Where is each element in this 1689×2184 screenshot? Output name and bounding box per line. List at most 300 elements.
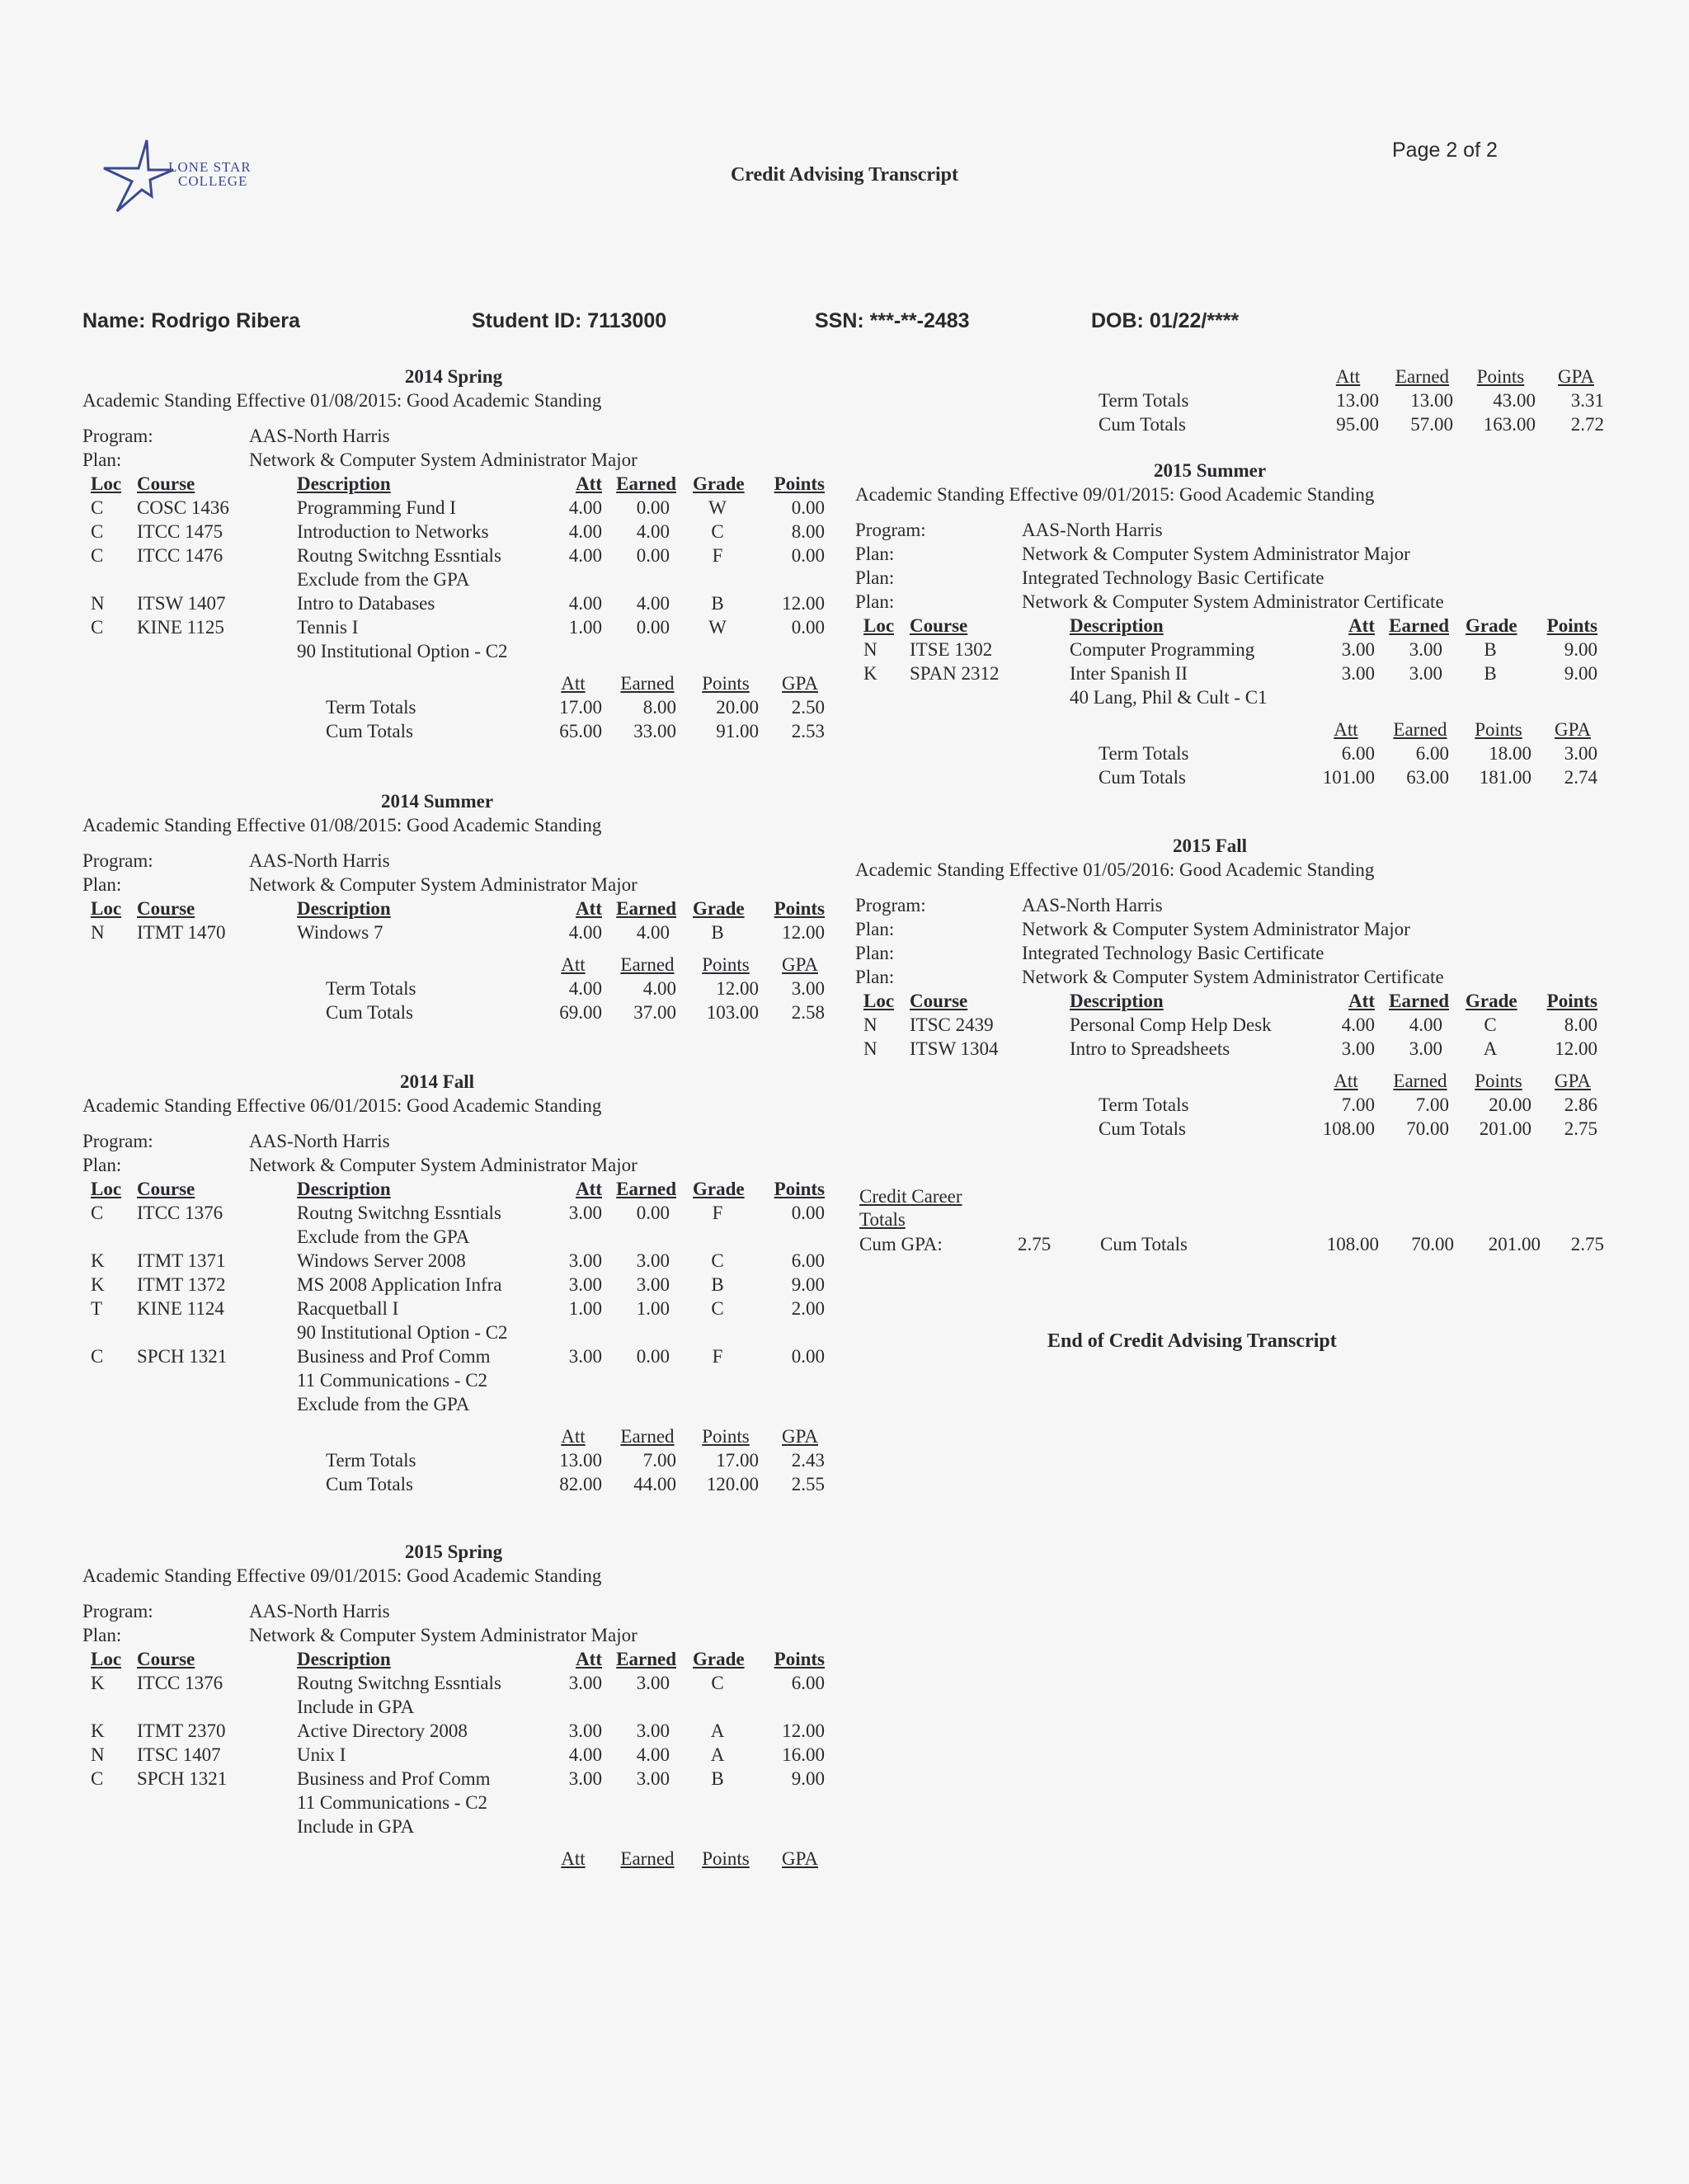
term-totals-row [82, 695, 841, 719]
course-header-row [855, 989, 1614, 1013]
plan-label: Plan: [82, 450, 122, 470]
description-header: Description [1070, 991, 1164, 1011]
term-totals-gpa: 3.00 [1564, 743, 1597, 764]
academic-standing: Academic Standing Effective 09/01/2015: Good Academic Standing [82, 1565, 602, 1586]
career-label-2: Totals [859, 1209, 906, 1230]
plan-value: Network & Computer System Administrator Major [249, 1625, 637, 1645]
course-loc: K [91, 1720, 105, 1741]
course-earned: 4.00 [636, 521, 670, 542]
description-header: Description [297, 473, 391, 494]
program-label: Program: [855, 895, 926, 915]
term-totals-gpa: 2.43 [791, 1450, 825, 1471]
term-2015-spring [82, 1540, 841, 1871]
cum-totals-row [82, 1000, 841, 1024]
course-att: 3.00 [568, 1720, 602, 1741]
course-att: 3.00 [568, 1203, 602, 1223]
course-description: Personal Comp Help Desk [1070, 1014, 1272, 1035]
term-2014-spring [82, 365, 841, 743]
plan-value: Network & Computer System Administrator Major [1022, 544, 1410, 564]
totals-header-row [82, 1847, 841, 1871]
cum-totals-label: Cum Totals [326, 721, 413, 741]
att-header: Att [1335, 366, 1361, 387]
term-totals-label: Term Totals [1099, 390, 1189, 411]
earned-header: Earned [620, 673, 675, 694]
spacer [855, 1061, 1614, 1069]
cum-totals-label: Cum Totals [326, 1002, 413, 1023]
plan-row [82, 1623, 841, 1647]
earned-header: Earned [616, 898, 676, 919]
course-code: COSC 1436 [137, 497, 229, 518]
cum-totals-earned: 70.00 [1406, 1118, 1449, 1139]
career-cum-gpa-label: Cum GPA: [859, 1234, 943, 1254]
grade-header: Grade [693, 473, 745, 494]
term-totals-row [855, 388, 1614, 412]
course-grade: B [711, 593, 724, 614]
course-att: 3.00 [568, 1673, 602, 1693]
plan-label: Plan: [855, 591, 895, 612]
career-cum-totals-label: Cum Totals [1100, 1234, 1188, 1254]
cum-totals-att: 101.00 [1322, 767, 1375, 788]
spacer [82, 663, 841, 671]
course-points: 9.00 [1564, 639, 1597, 660]
course-code: ITSE 1302 [910, 639, 993, 660]
career-cum-gpa: 2.75 [1018, 1234, 1052, 1254]
earned-header: Earned [1393, 719, 1447, 740]
course-description: MS 2008 Application Infra [297, 1274, 502, 1295]
course-loc: C [91, 617, 104, 638]
earned-header: Earned [616, 1179, 676, 1199]
end-of-transcript: End of Credit Advising Transcript [1047, 1330, 1337, 1352]
course-note: Exclude from the GPA [297, 1226, 470, 1247]
term-title: 2015 Spring [404, 1542, 503, 1562]
course-earned: 0.00 [636, 545, 670, 566]
spacer [82, 1118, 841, 1129]
course-loc: K [91, 1274, 105, 1295]
course-earned: 3.00 [1409, 1038, 1442, 1059]
page-title: Credit Advising Transcript [730, 164, 959, 186]
course-att: 4.00 [568, 545, 602, 566]
cum-totals-row [82, 719, 841, 743]
term-totals-earned: 8.00 [642, 697, 676, 718]
course-points: 0.00 [791, 1203, 825, 1223]
course-att: 4.00 [568, 593, 602, 614]
points-header: Points [702, 673, 750, 694]
course-note: Exclude from the GPA [297, 1394, 470, 1414]
plan-label: Plan: [855, 567, 895, 588]
course-row [855, 1037, 1614, 1061]
course-header: Course [910, 991, 968, 1011]
logo-line1: LONE STAR [168, 159, 252, 175]
course-header-row [82, 1647, 841, 1671]
term-totals-label: Term Totals [1099, 1094, 1189, 1115]
term-title: 2015 Fall [1172, 835, 1248, 856]
course-points: 9.00 [791, 1274, 825, 1295]
ssn: SSN: ***-**-2483 [815, 309, 970, 332]
course-loc: C [91, 1203, 104, 1223]
course-grade: A [1483, 1038, 1498, 1059]
dob: DOB: 01/22/**** [1091, 309, 1240, 332]
course-note-row [82, 1815, 841, 1838]
course-description: Business and Prof Comm [297, 1768, 491, 1789]
course-row [82, 1671, 841, 1695]
gpa-header: GPA [782, 1426, 818, 1447]
att-header: Att [576, 1649, 602, 1669]
term-totals-label: Term Totals [326, 978, 416, 999]
course-code: ITCC 1475 [137, 521, 223, 542]
course-note: Include in GPA [297, 1697, 415, 1717]
cum-totals-label: Cum Totals [1099, 414, 1186, 435]
career-label-1: Credit Career [859, 1186, 962, 1207]
course-description: Routng Switchng Essntials [297, 1673, 501, 1693]
totals-header-row [855, 1069, 1614, 1093]
plan-row [855, 941, 1614, 965]
course-note-row [82, 1392, 841, 1416]
course-att: 4.00 [568, 497, 602, 518]
course-description: Windows Server 2008 [297, 1250, 466, 1271]
course-note-row [82, 1791, 841, 1815]
gpa-header: GPA [1555, 719, 1591, 740]
course-header-row [82, 1177, 841, 1201]
course-code: ITCC 1476 [137, 545, 223, 566]
course-att: 4.00 [568, 521, 602, 542]
term-totals-earned: 7.00 [1415, 1094, 1449, 1115]
term-totals-row [855, 1093, 1614, 1117]
course-points: 16.00 [782, 1744, 825, 1765]
course-att: 3.00 [1341, 663, 1375, 684]
earned-header: Earned [616, 473, 676, 494]
course-loc: K [863, 663, 877, 684]
course-points: 8.00 [1564, 1014, 1597, 1035]
plan-value: Network & Computer System Administrator Certificate [1022, 967, 1444, 987]
spacer [82, 412, 841, 424]
totals-header-row [855, 718, 1614, 741]
course-earned: 0.00 [636, 1203, 670, 1223]
cum-totals-gpa: 2.53 [791, 721, 825, 741]
course-grade: W [708, 617, 727, 638]
program-row [82, 849, 841, 873]
course-grade: A [710, 1720, 725, 1741]
grade-header: Grade [693, 1179, 745, 1199]
course-loc: N [91, 1744, 105, 1765]
term-2015-fall [855, 834, 1614, 1141]
plan-label: Plan: [82, 1625, 122, 1645]
program-value: AAS-North Harris [249, 850, 390, 871]
course-att: 4.00 [1341, 1014, 1375, 1035]
course-grade: B [1484, 663, 1497, 684]
course-description: Racquetball I [297, 1298, 399, 1319]
course-code: ITCC 1376 [137, 1203, 223, 1223]
course-grade: C [711, 1673, 724, 1693]
att-header: Att [1348, 991, 1375, 1011]
course-code: SPCH 1321 [137, 1768, 228, 1789]
plan-label: Plan: [82, 1155, 122, 1175]
course-grade: B [1484, 639, 1497, 660]
term-totals-gpa: 3.00 [791, 978, 825, 999]
course-row [82, 520, 841, 544]
program-value: AAS-North Harris [1022, 895, 1163, 915]
course-att: 3.00 [568, 1250, 602, 1271]
course-earned: 0.00 [636, 617, 670, 638]
course-points: 12.00 [782, 593, 825, 614]
term-totals-points: 20.00 [1489, 1094, 1531, 1115]
points-header: Points [774, 898, 825, 919]
grade-header: Grade [1466, 991, 1517, 1011]
course-description: Intro to Databases [297, 593, 435, 614]
course-grade: B [711, 1274, 724, 1295]
term-title: 2014 Spring [404, 366, 503, 387]
cum-totals-row [855, 412, 1614, 436]
logo-line2: COLLEGE [178, 173, 248, 189]
academic-standing: Academic Standing Effective 06/01/2015: Good Academic Standing [82, 1095, 602, 1116]
course-att: 3.00 [1341, 639, 1375, 660]
plan-label: Plan: [82, 874, 122, 895]
course-description: Unix I [297, 1744, 346, 1765]
earned-header: Earned [620, 1426, 675, 1447]
course-description: Business and Prof Comm [297, 1346, 491, 1367]
course-description: Windows 7 [297, 922, 383, 943]
earned-header: Earned [1389, 991, 1449, 1011]
course-loc: N [863, 639, 877, 660]
course-description: Intro to Spreadsheets [1070, 1038, 1230, 1059]
term-totals-gpa: 3.31 [1570, 390, 1604, 411]
course-earned: 3.00 [1409, 663, 1442, 684]
program-label: Program: [82, 1601, 153, 1622]
term-title: 2015 Summer [1153, 460, 1267, 481]
course-att: 4.00 [568, 1744, 602, 1765]
gpa-header: GPA [1558, 366, 1594, 387]
term-totals-label: Term Totals [326, 697, 416, 718]
term-totals-gpa: 2.86 [1564, 1094, 1597, 1115]
course-loc: N [91, 922, 105, 943]
term-totals-att: 13.00 [559, 1450, 602, 1471]
loc-header: Loc [863, 615, 895, 636]
earned-header: Earned [616, 1649, 676, 1669]
course-att: 1.00 [568, 1298, 602, 1319]
points-header: Points [702, 1426, 750, 1447]
course-earned: 0.00 [636, 1346, 670, 1367]
cum-totals-row [855, 1117, 1614, 1141]
course-description: Routng Switchng Essntials [297, 545, 501, 566]
course-points: 0.00 [791, 545, 825, 566]
course-row [82, 1273, 841, 1297]
course-row [82, 920, 841, 944]
course-note-row [855, 685, 1614, 709]
course-earned: 4.00 [1409, 1014, 1442, 1035]
term-totals-att: 7.00 [1341, 1094, 1375, 1115]
course-grade: F [712, 1346, 723, 1367]
course-grade: B [711, 922, 724, 943]
term-totals-points: 43.00 [1493, 390, 1536, 411]
term-totals-gpa: 2.50 [791, 697, 825, 718]
credit-career-totals-label [859, 1185, 962, 1231]
course-code: ITMT 1470 [137, 922, 226, 943]
course-grade: C [711, 1250, 724, 1271]
plan-row [855, 566, 1614, 590]
cum-totals-att: 69.00 [559, 1002, 602, 1023]
term-title: 2014 Fall [399, 1071, 475, 1092]
course-earned: 1.00 [636, 1298, 670, 1319]
course-row [855, 1013, 1614, 1037]
term-2014-fall [82, 1070, 841, 1496]
course-note-row [82, 567, 841, 591]
course-note: 90 Institutional Option - C2 [297, 1322, 508, 1343]
spacer [855, 506, 1614, 518]
course-code: SPCH 1321 [137, 1346, 228, 1367]
course-earned: 3.00 [1409, 639, 1442, 660]
totals-header-row [855, 365, 1614, 388]
program-row [82, 1599, 841, 1623]
program-label: Program: [82, 1131, 153, 1151]
loc-header: Loc [91, 1179, 122, 1199]
grade-header: Grade [1466, 615, 1517, 636]
course-header: Course [137, 1649, 195, 1669]
plan-label: Plan: [855, 943, 895, 963]
gpa-header: GPA [782, 954, 818, 975]
att-header: Att [561, 1848, 586, 1869]
earned-header: Earned [620, 1848, 675, 1869]
spacer [82, 837, 841, 849]
course-loc: K [91, 1673, 105, 1693]
course-att: 4.00 [568, 922, 602, 943]
cum-totals-label: Cum Totals [326, 1474, 413, 1494]
cum-totals-gpa: 2.58 [791, 1002, 825, 1023]
course-loc: C [91, 497, 104, 518]
page-number: Page 2 of 2 [1392, 139, 1498, 162]
course-row [82, 544, 841, 567]
spacer [855, 882, 1614, 893]
academic-standing: Academic Standing Effective 01/08/2015: Good Academic Standing [82, 390, 602, 411]
att-header: Att [561, 673, 586, 694]
career-points: 201.00 [1488, 1234, 1541, 1254]
totals-header-row [82, 953, 841, 977]
course-points: 6.00 [791, 1673, 825, 1693]
cum-totals-label: Cum Totals [1099, 767, 1186, 788]
gpa-header: GPA [782, 1848, 818, 1869]
career-earned: 70.00 [1411, 1234, 1454, 1254]
course-att: 3.00 [568, 1274, 602, 1295]
course-earned: 4.00 [636, 922, 670, 943]
plan-row [82, 448, 841, 472]
cum-totals-points: 201.00 [1479, 1118, 1531, 1139]
course-points: 8.00 [791, 521, 825, 542]
course-earned: 3.00 [636, 1720, 670, 1741]
course-code: ITSC 2439 [910, 1014, 994, 1035]
program-label: Program: [82, 850, 153, 871]
course-row [82, 591, 841, 615]
course-points: 12.00 [782, 1720, 825, 1741]
term-totals-row [82, 977, 841, 1000]
academic-standing: Academic Standing Effective 01/08/2015: Good Academic Standing [82, 815, 602, 835]
student-id: Student ID: 7113000 [472, 309, 667, 332]
cum-totals-points: 103.00 [706, 1002, 759, 1023]
points-header: Points [1476, 366, 1525, 387]
course-note: 11 Communications - C2 [297, 1370, 488, 1391]
course-points: 12.00 [1555, 1038, 1597, 1059]
points-header: Points [1546, 615, 1597, 636]
term-totals-label: Term Totals [1099, 743, 1189, 764]
course-grade: B [711, 1768, 724, 1789]
course-description: Routng Switchng Essntials [297, 1203, 501, 1223]
course-code: ITSW 1304 [910, 1038, 999, 1059]
spacer [855, 709, 1614, 718]
cum-totals-att: 82.00 [559, 1474, 602, 1494]
earned-header: Earned [1389, 615, 1449, 636]
att-header: Att [576, 1179, 602, 1199]
cum-totals-points: 120.00 [706, 1474, 759, 1494]
program-row [82, 424, 841, 448]
plan-label: Plan: [855, 919, 895, 939]
cum-totals-gpa: 2.74 [1564, 767, 1597, 788]
course-code: ITMT 1372 [137, 1274, 226, 1295]
term-totals-att: 13.00 [1336, 390, 1379, 411]
points-header: Points [702, 954, 750, 975]
course-points: 2.00 [791, 1298, 825, 1319]
term-totals-row [82, 1448, 841, 1472]
program-row [82, 1129, 841, 1153]
totals-header-row [82, 1424, 841, 1448]
course-loc: T [91, 1298, 103, 1319]
cum-totals-row [855, 765, 1614, 789]
plan-value: Network & Computer System Administrator Certificate [1022, 591, 1444, 612]
course-points: 9.00 [1564, 663, 1597, 684]
spacer [82, 1588, 841, 1599]
plan-value: Network & Computer System Administrator Major [249, 874, 637, 895]
course-points: 0.00 [791, 1346, 825, 1367]
plan-row [82, 1153, 841, 1177]
term-totals-earned: 7.00 [642, 1450, 676, 1471]
course-points: 12.00 [782, 922, 825, 943]
points-header: Points [774, 1179, 825, 1199]
course-code: ITSW 1407 [137, 593, 226, 614]
program-row [855, 518, 1614, 542]
loc-header: Loc [863, 991, 895, 1011]
program-row [855, 893, 1614, 917]
course-points: 6.00 [791, 1250, 825, 1271]
course-description: Active Directory 2008 [297, 1720, 468, 1741]
cum-totals-gpa: 2.72 [1570, 414, 1604, 435]
cum-totals-earned: 44.00 [633, 1474, 676, 1494]
course-earned: 3.00 [636, 1274, 670, 1295]
course-row [82, 615, 841, 639]
course-code: ITSC 1407 [137, 1744, 221, 1765]
cum-totals-gpa: 2.75 [1564, 1118, 1597, 1139]
course-points: 0.00 [791, 617, 825, 638]
term-totals-points: 20.00 [716, 697, 759, 718]
course-earned: 4.00 [636, 593, 670, 614]
plan-value: Integrated Technology Basic Certificate [1022, 567, 1324, 588]
course-row [855, 638, 1614, 661]
course-points: 9.00 [791, 1768, 825, 1789]
plan-row [855, 590, 1614, 614]
course-note: Exclude from the GPA [297, 569, 470, 590]
cum-totals-att: 108.00 [1322, 1118, 1375, 1139]
cum-totals-att: 95.00 [1336, 414, 1379, 435]
gpa-header: GPA [782, 673, 818, 694]
points-header: Points [1475, 719, 1522, 740]
course-header: Course [137, 473, 195, 494]
course-loc: N [863, 1014, 877, 1035]
loc-header: Loc [91, 1649, 122, 1669]
points-header: Points [702, 1848, 750, 1869]
course-description: Inter Spanish II [1070, 663, 1188, 684]
course-loc: C [91, 1346, 104, 1367]
term-totals-earned: 4.00 [642, 978, 676, 999]
course-code: ITMT 1371 [137, 1250, 226, 1271]
course-row [82, 1201, 841, 1225]
course-header: Course [910, 615, 968, 636]
course-row [82, 1249, 841, 1273]
term-totals-points: 18.00 [1489, 743, 1531, 764]
